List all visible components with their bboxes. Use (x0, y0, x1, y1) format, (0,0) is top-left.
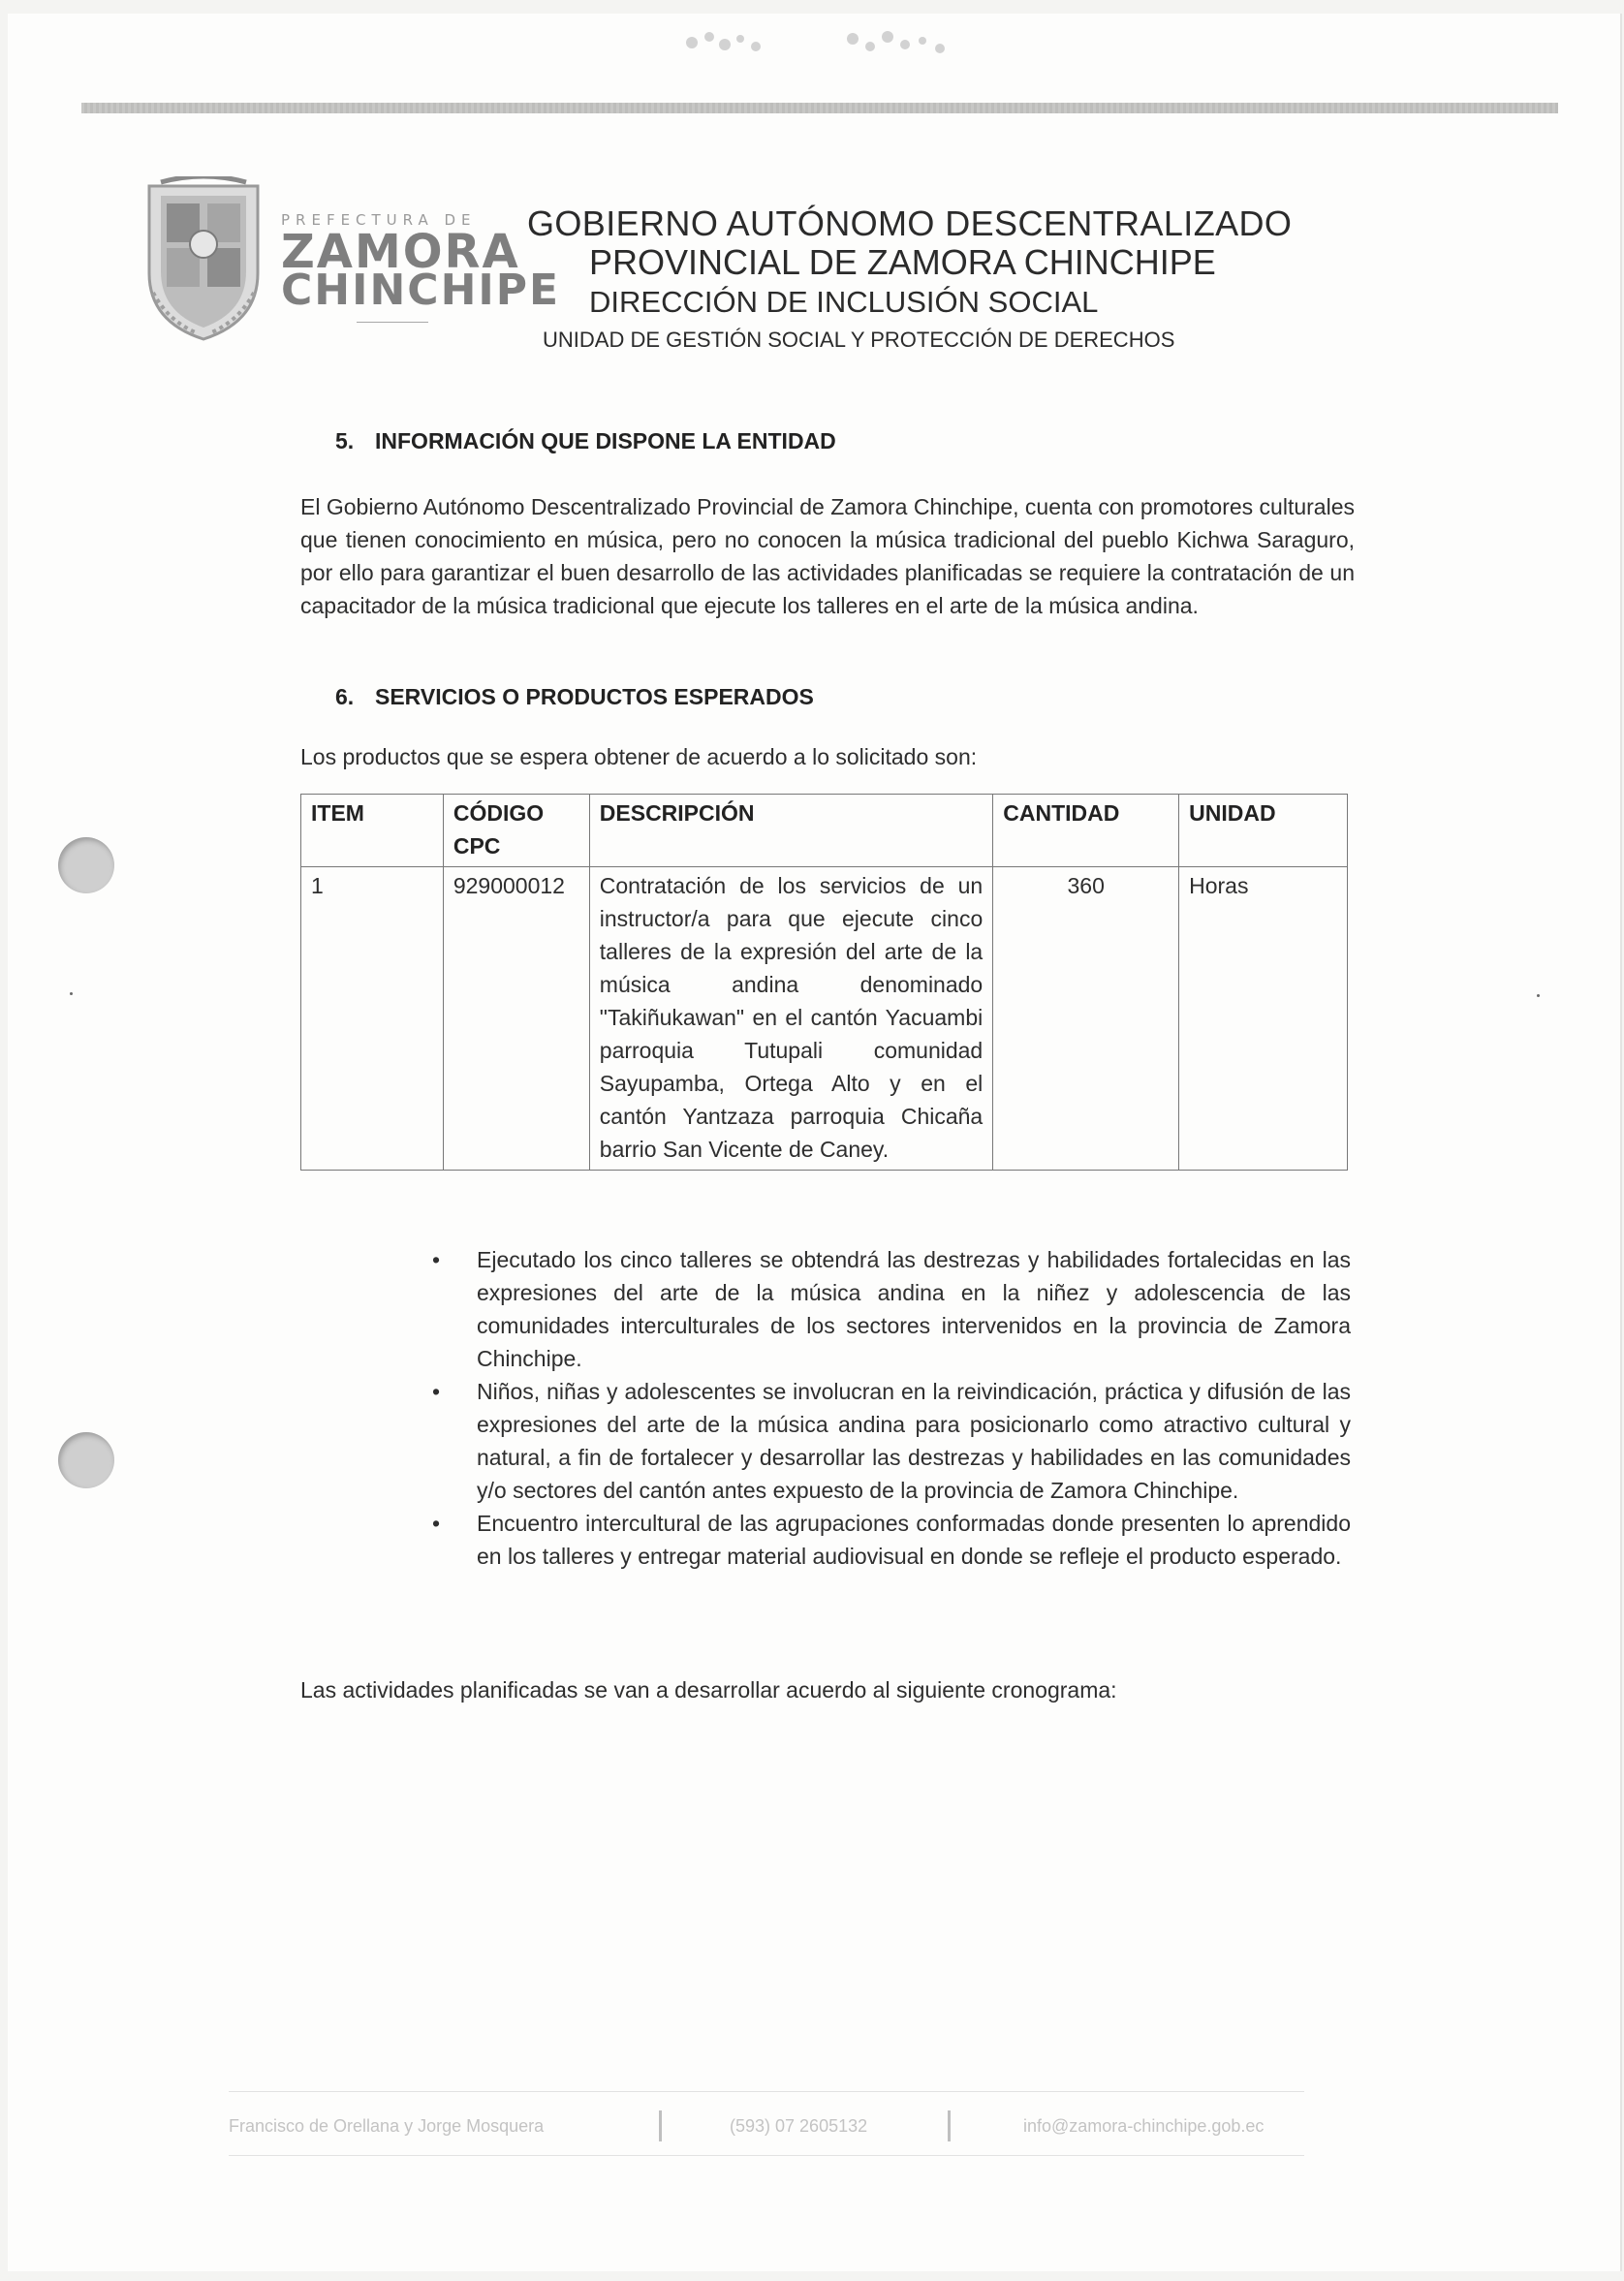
logo-chinchipe-text: CHINCHIPE (281, 266, 561, 315)
closing-paragraph (300, 1673, 1355, 1706)
footer-rule-top (229, 2091, 1304, 2092)
section-6-intro-text: Los productos que se espera obtener de acuerdo a lo solicitado son: (300, 744, 978, 769)
letterhead-subtitle-direccion: DIRECCIÓN DE INCLUSIÓN SOCIAL (589, 285, 1099, 319)
bullet-text: Encuentro intercultural de las agrupaciones conformadas donde presenten lo aprendido en los talleres y entregar material audiovisual en donde se refleje el producto esperado. (477, 1511, 1351, 1569)
scan-stamp-mark (663, 25, 992, 62)
cell-descripcion: Contratación de los servicios de un instructor/a para que ejecute cinco talleres de la expresión del arte de la música andina denominado "Takiñukawan" en el cantón Yacuambi parroquia Tutupali comunidad Sayupamba, Ortega Alto y en el cantón Yantzaza parroquia Chicaña barrio San Vicente de Caney. (589, 867, 992, 1171)
cell-unidad: Horas (1179, 867, 1348, 1171)
list-item (432, 1243, 1351, 1375)
cell-codigo: 929000012 (443, 867, 589, 1171)
section-5-paragraph: El Gobierno Autónomo Descentralizado Provincial de Zamora Chinchipe, cuenta con promotores culturales que tienen conocimiento en música, pero no conocen la música tradicional del pueblo Kichwa Saraguro, por ello para garantizar el buen desarrollo de las actividades planificadas se requiere la contratación de un capacitador de la música tradicional que ejecute los talleres en el arte de la música andina. (300, 494, 1355, 618)
prefectura-crest-logo (140, 176, 267, 343)
cell-item: 1 (301, 867, 444, 1171)
footer-separator (948, 2110, 951, 2141)
header-item: ITEM (301, 795, 444, 867)
header-codigo-cpc: CÓDIGO CPC (443, 795, 589, 867)
footer-separator (659, 2110, 662, 2141)
footer-email: info@zamora-chinchipe.gob.ec (1023, 2116, 1265, 2136)
section-5-body (300, 490, 1355, 622)
logo-divider (357, 322, 428, 323)
bullet-icon: • (432, 1379, 441, 1404)
letterhead-title: GOBIERNO AUTÓNOMO DESCENTRALIZADO (527, 203, 1293, 243)
closing-text: Las actividades planificadas se van a desarrollar acuerdo al siguiente cronograma: (300, 1677, 1117, 1703)
section-6-number: 6. (335, 684, 355, 709)
footer-phone: (593) 07 2605132 (730, 2116, 868, 2136)
section-5-title: INFORMACIÓN QUE DISPONE LA ENTIDAD (375, 428, 836, 453)
header-unidad: UNIDAD (1179, 795, 1348, 867)
cell-cantidad: 360 (993, 867, 1179, 1171)
scan-speck (1537, 994, 1540, 997)
table-row (301, 867, 1348, 1171)
document-page (8, 14, 1622, 2271)
list-item (432, 1375, 1351, 1507)
footer-rule-bottom (229, 2155, 1304, 2156)
footer-address: Francisco de Orellana y Jorge Mosquera (229, 2116, 545, 2136)
header-band (81, 103, 1558, 113)
section-5-number: 5. (335, 428, 355, 453)
logo-zamora-text: ZAMORA (281, 225, 520, 279)
punch-hole-top (58, 837, 114, 893)
bullet-text: Ejecutado los cinco talleres se obtendrá las destrezas y habilidades fortalecidas en las expresiones del arte de la música andina en la niñez y adolescencia de las comunidades interculturales de los sectores intervenidos en la provincia de Zamora Chinchipe. (477, 1247, 1351, 1371)
expected-results-list (432, 1243, 1351, 1573)
scan-speck (70, 992, 73, 995)
logo-prefectura-text: PREFECTURA DE (281, 211, 477, 229)
section-5-heading (335, 428, 836, 454)
section-6-intro (300, 740, 1355, 773)
table-header-row (301, 795, 1348, 867)
letterhead-subtitle-unidad: UNIDAD DE GESTIÓN SOCIAL Y PROTECCIÓN DE DERECHOS (543, 328, 1175, 352)
header-cantidad: CANTIDAD (993, 795, 1179, 867)
section-6-title: SERVICIOS O PRODUCTOS ESPERADOS (375, 684, 814, 709)
punch-hole-bottom (58, 1432, 114, 1488)
header-descripcion: DESCRIPCIÓN (589, 795, 992, 867)
bullet-icon: • (432, 1511, 441, 1536)
bullet-text: Niños, niñas y adolescentes se involucran en la reivindicación, práctica y difusión de las expresiones del arte de la música andina para posicionarlo como atractivo cultural y natural, a fin de fortalecer y desarrollar las destrezas y habilidades en las comunidades y/o sectores del cantón antes expuesto de la provincia de Zamora Chinchipe. (477, 1379, 1351, 1503)
bullet-icon: • (432, 1247, 441, 1272)
list-item (432, 1507, 1351, 1573)
letterhead-subtitle-provincial: PROVINCIAL DE ZAMORA CHINCHIPE (589, 242, 1216, 282)
section-6-heading (335, 684, 814, 710)
products-table (300, 794, 1348, 1171)
